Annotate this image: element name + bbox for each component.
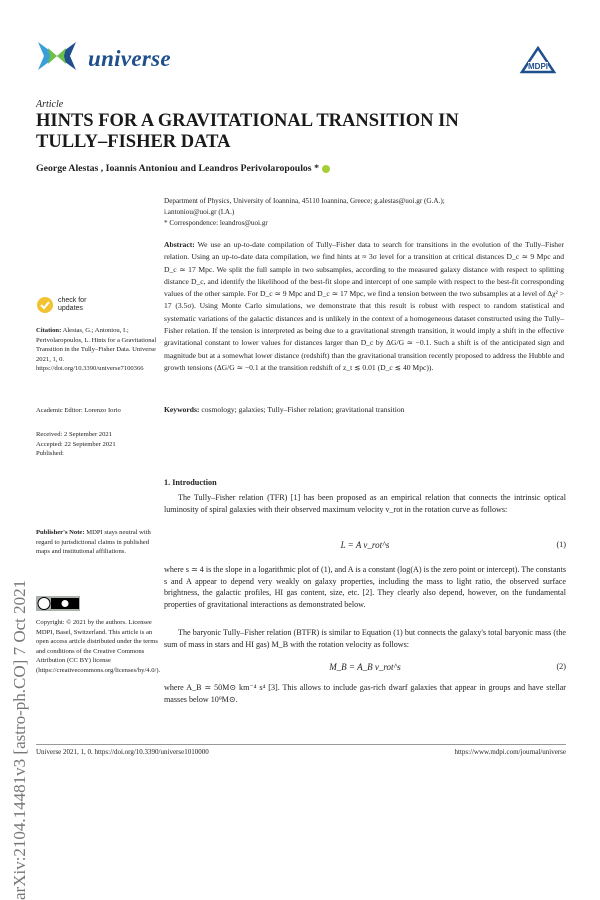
check-updates-label: check for updates — [58, 297, 87, 313]
citation-label: Citation: — [36, 327, 62, 334]
section-heading: 1. Introduction — [164, 478, 217, 487]
paper-title: HINTS FOR A GRAVITATIONAL TRANSITION IN TULLY–FISHER DATA — [36, 111, 459, 152]
paragraph: The baryonic Tully–Fisher relation (BTFR) is similar to Equation (1) but connects the galaxy's total baryonic mass (the sum of mass in stars and HI gas) M_B with the rotation velocity as follows: — [164, 628, 566, 649]
paragraph: where s ≃ 4 is the slope in a logarithmic plot of (1), and A is a constant (log(A) is the zero point or intercept). The constants s and A appear to depend very weakly on galaxy properties, including the mass to light ratio, the observed surface brightness, the galactic profiles, HI gas content, size, etc. [2]. They clearly also depend, however, on the fundamental properties of gravitational interactions as demonstrated below. — [164, 565, 566, 610]
published-date: Published: — [36, 450, 64, 458]
journal-logo-icon — [34, 40, 80, 77]
footer-citation[interactable]: Universe 2021, 1, 0. https://doi.org/10.3390/universe1010000 — [36, 748, 209, 756]
equation-1 — [164, 540, 566, 554]
citation-text: Alestas, G.; Antoniou, I.; Perivolaropoulos, L. Hints for a Gravitational Transition in the Tully–Fisher Data. Universe 2021, 1, 0. https://doi.org/10.3390/universe7100366 — [36, 327, 157, 373]
check-updates-badge[interactable] — [36, 296, 98, 314]
equation-2 — [164, 662, 566, 676]
cc-by-badge-icon[interactable] — [36, 596, 80, 616]
affiliation-line: Department of Physics, University of Ioannina, 45110 Ioannina, Greece; g.alestas@uoi.gr (G.A.); — [164, 197, 445, 205]
affiliation-line: i.antoniou@uoi.gr (I.A.) — [164, 208, 235, 216]
equation-number: (1) — [556, 540, 566, 549]
keywords-text: cosmology; galaxies; Tully–Fisher relation; gravitational transition — [201, 405, 405, 414]
received-date: Received: 2 September 2021 — [36, 431, 112, 438]
publisher-note-label: Publisher's Note: — [36, 529, 85, 536]
arxiv-stamp — [10, 200, 34, 900]
abstract-text: We use an up-to-date compilation of Tully–Fisher data to search for transitions in the evolution of the Tully–Fisher relation. Using an up-to-date data compilation, we find hints at ≈ 3σ level for a transition at critical distances D_c ≃ 9 Mpc and D_c ≃ 17 Mpc. We split the full sample in two subsamples, according to the measured galaxy distance with respect to splitting distance D_c, and identify the likelihood of the best-fit slope and intercept of one sample with respect to the best-fit corresponding values of the other sample. For D_c ≃ 9 Mpc and D_c ≃ 17 Mpc, we find a tension between the two subsamples at a level of Δχ² > 17 (3.5σ). Using Monte Carlo simulations, we demonstrate that this result is robust with respect to random statistical and systematic variations of the galactic distances and is unlikely in the context of a homogeneous dataset constructed using the Tully–Fisher relation. If the tension is interpreted as being due to a gravitational strength transition, it would imply a shift in the effective gravitational constant to lower values for distances larger than D_c by ΔG/G ≃ −0.1. Such a shift is of the anticipated sign and magnitude but at a somewhat lower distance (redshift) than the gravitational transition recently proposed to address the Hubble and growth tensions (ΔG/G ≃ −0.1 at the transition redshift of z_t ≲ 0.01 (D_c ≲ 40 Mpc)). — [164, 240, 564, 372]
article-type: Article — [36, 99, 64, 110]
footer-divider — [36, 744, 566, 745]
license-text: Copyright: © 2021 by the authors. Licensee MDPI, Basel, Switzerland. This article is an open access article distributed under the terms and conditions of the Creative Commons Attribution (CC BY) license (https://creativecommons.org/licenses/by/4.0/). — [36, 619, 161, 674]
publisher-note-text: MDPI stays neutral with regard to jurisdictional claims in published maps and institutional affiliations. — [36, 529, 151, 556]
accepted-date: Accepted: 22 September 2021 — [36, 440, 116, 448]
equation-number: (2) — [556, 662, 566, 671]
citation-block — [36, 326, 161, 374]
keywords — [164, 404, 564, 416]
mdpi-logo-icon — [518, 44, 558, 81]
paragraph: where A_B ≃ 50M⊙ km⁻⁴ s⁴ [3]. This allows to include gas-rich dwarf galaxies that appear in groups and have stellar masses below 10⁹M⊙. — [164, 683, 566, 704]
author-list — [36, 163, 331, 174]
dates-block — [36, 430, 161, 459]
equation-text: L = A v_rot^s — [340, 540, 390, 550]
equation-text: M_B = A_B v_rot^s — [329, 662, 401, 672]
abstract-label: Abstract: — [164, 240, 195, 249]
journal-name: universe — [88, 46, 171, 71]
footer-url[interactable]: https://www.mdpi.com/journal/universe — [454, 748, 566, 756]
mdpi-logo-text: MDPI — [528, 62, 548, 71]
academic-editor: Academic Editor: Lorenzo Iorio — [36, 407, 121, 414]
authors-text: George Alestas , Ioannis Antoniou and Leandros Perivolaropoulos * — [36, 163, 319, 174]
arxiv-id: arXiv:2104.14481v3 [astro-ph.CO] 7 Oct 2021 — [10, 579, 29, 900]
check-updates-icon — [36, 296, 54, 314]
correspondence: * Correspondence: leandros@uoi.gr — [164, 219, 268, 227]
keywords-label: Keywords: — [164, 405, 200, 414]
orcid-icon[interactable] — [322, 165, 330, 173]
publisher-note — [36, 528, 161, 557]
affiliation-block — [164, 196, 564, 229]
paragraph: The Tully–Fisher relation (TFR) [1] has been proposed as an empirical relation that connects the intrinsic optical luminosity of spiral galaxies with their observed maximum velocity v_rot in the rotation curve as follows: — [164, 493, 566, 514]
abstract — [164, 239, 564, 374]
